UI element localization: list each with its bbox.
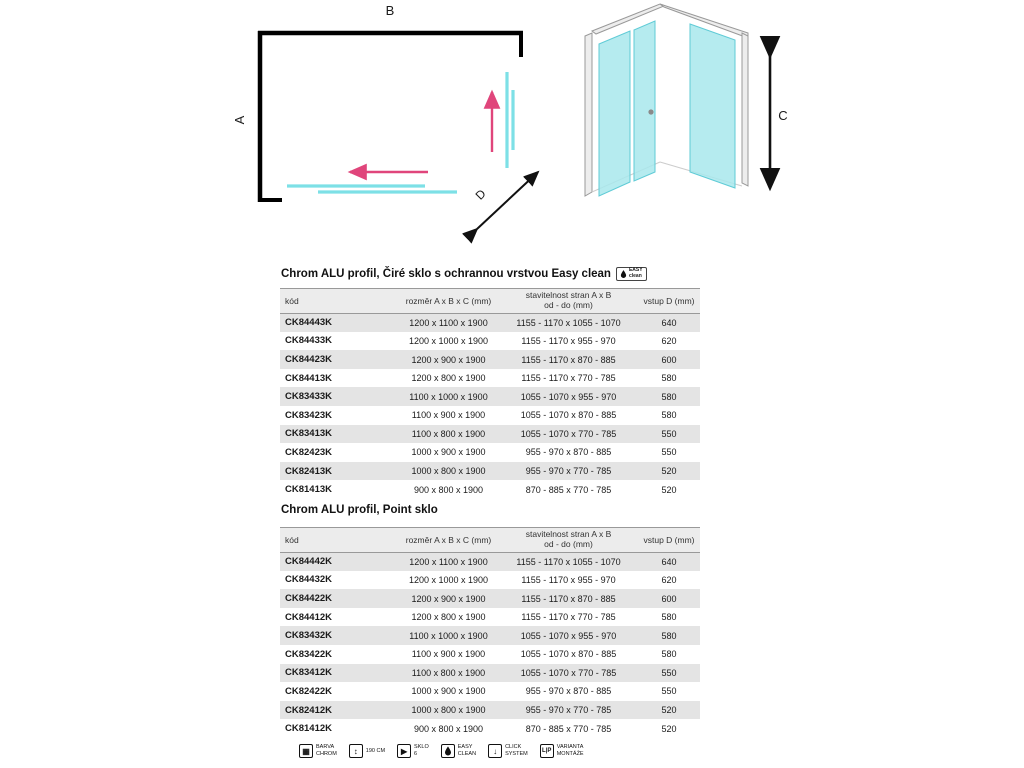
table-row <box>280 682 700 701</box>
cell-kod: CK84433K <box>285 335 332 347</box>
iso-glass-side-panel <box>690 24 735 188</box>
cell-vstup: 580 <box>661 649 677 660</box>
header-rozmer: rozměr A x B x C (mm) <box>398 289 499 314</box>
table-row <box>280 462 700 481</box>
feature-height-190cm <box>349 744 385 758</box>
table-row <box>280 480 700 499</box>
cell-kod: CK84413K <box>285 372 332 384</box>
cell-stavitelnost: 870 - 885 x 770 - 785 <box>525 484 612 495</box>
sklo-6-label: SKLO 6 <box>414 744 429 757</box>
cell-kod: CK84443K <box>285 317 332 329</box>
header-stavitelnost-line1: stavitelnost stran A x B <box>525 529 612 539</box>
cell-kod: CK84412K <box>285 611 332 623</box>
cell-stavitelnost: 1155 - 1170 x 955 - 970 <box>521 574 616 585</box>
table-row <box>280 425 700 444</box>
iso-wall-left <box>585 33 592 196</box>
cell-kod: CK82422K <box>285 685 332 697</box>
cell-stavitelnost: 1155 - 1170 x 870 - 885 <box>521 354 616 365</box>
cell-stavitelnost: 1055 - 1070 x 870 - 885 <box>520 649 617 660</box>
cell-vstup: 520 <box>661 705 677 716</box>
feature-varianta-montaze <box>540 744 584 758</box>
cell-vstup: 620 <box>661 574 677 585</box>
header-stavitelnost <box>499 528 638 553</box>
badge-line-1: EASY <box>628 267 643 274</box>
cell-kod: CK84442K <box>285 556 332 568</box>
cell-rozmer: 1200 x 1000 x 1900 <box>408 574 489 585</box>
cell-stavitelnost: 955 - 970 x 870 - 885 <box>525 686 612 697</box>
cell-rozmer: 900 x 800 x 1900 <box>413 723 484 734</box>
cell-stavitelnost: 1155 - 1170 x 955 - 970 <box>521 335 616 346</box>
cell-stavitelnost: 955 - 970 x 770 - 785 <box>525 705 612 716</box>
header-stavitelnost-line1: stavitelnost stran A x B <box>525 290 612 300</box>
easy-clean-label: EASY CLEAN <box>457 744 477 757</box>
feature-easy-clean <box>441 744 476 758</box>
cell-vstup: 550 <box>661 428 677 439</box>
table-row <box>280 332 700 351</box>
dimension-d-arrow <box>477 172 538 229</box>
cell-kod: CK83413K <box>285 428 332 440</box>
cell-stavitelnost: 1055 - 1070 x 770 - 785 <box>520 428 617 439</box>
drop-icon <box>444 746 452 756</box>
cell-vstup: 520 <box>661 484 677 495</box>
cell-vstup: 580 <box>661 391 677 402</box>
cell-kod: CK84422K <box>285 593 332 605</box>
dimension-label-d: D <box>472 186 489 203</box>
barva-chrom-label: BARVA CHROM <box>316 744 337 757</box>
cell-stavitelnost: 1055 - 1070 x 870 - 885 <box>520 410 617 421</box>
cell-vstup: 580 <box>661 612 677 623</box>
table-row <box>280 571 700 590</box>
feature-sklo-6 <box>397 744 429 758</box>
feature-click-system <box>488 744 528 758</box>
cell-stavitelnost: 955 - 970 x 770 - 785 <box>525 466 612 477</box>
table-row <box>280 443 700 462</box>
cell-kod: CK82413K <box>285 465 332 477</box>
cell-kod: CK81413K <box>285 484 332 496</box>
table-row <box>280 719 700 738</box>
header-kod: kód <box>280 289 398 314</box>
iso-glass-door-2 <box>634 21 655 181</box>
cell-kod: CK82423K <box>285 446 332 458</box>
spec-table-easy-clean <box>280 288 700 499</box>
header-kod: kód <box>280 528 398 553</box>
cell-rozmer: 1000 x 800 x 1900 <box>411 466 486 477</box>
table-row <box>280 406 700 425</box>
cell-rozmer: 1200 x 800 x 1900 <box>411 612 486 623</box>
cell-vstup: 550 <box>661 667 677 678</box>
table-row <box>280 369 700 388</box>
cell-kod: CK84423K <box>285 354 332 366</box>
cell-rozmer: 1000 x 800 x 1900 <box>411 705 486 716</box>
iso-glass-door-1 <box>599 31 630 196</box>
click-system-icon: ↓ <box>488 744 502 758</box>
header-stavitelnost-line2: od - do (mm) <box>544 299 593 310</box>
cell-rozmer: 1200 x 900 x 1900 <box>411 593 486 604</box>
section-title-point <box>281 504 711 516</box>
click-system-label: CLICK SYSTEM <box>505 744 528 757</box>
header-vstup: vstup D (mm) <box>638 289 700 314</box>
cell-rozmer: 1000 x 900 x 1900 <box>411 686 486 697</box>
table-row <box>280 313 700 332</box>
cell-rozmer: 1100 x 800 x 1900 <box>411 667 486 678</box>
cell-rozmer: 1200 x 1100 x 1900 <box>409 556 488 567</box>
cell-stavitelnost: 1055 - 1070 x 770 - 785 <box>520 667 617 678</box>
header-stavitelnost <box>499 289 638 314</box>
cell-stavitelnost: 1155 - 1170 x 770 - 785 <box>521 373 616 384</box>
cell-vstup: 520 <box>661 723 677 734</box>
cell-vstup: 640 <box>661 556 677 567</box>
section-title-easy-clean-text: Chrom ALU profil, Čiré sklo s ochrannou vrstvou Easy clean <box>281 268 611 280</box>
table-row <box>280 664 700 683</box>
top-view-diagram <box>230 0 560 245</box>
cell-vstup: 600 <box>661 593 677 604</box>
cell-rozmer: 1000 x 900 x 1900 <box>411 447 486 458</box>
badge-line-2: clean <box>628 273 642 279</box>
cell-rozmer: 900 x 800 x 1900 <box>413 484 484 495</box>
table-body <box>280 313 700 499</box>
table-body <box>280 552 700 738</box>
cell-kod: CK83432K <box>285 630 332 642</box>
easy-clean-icon <box>441 744 455 758</box>
cell-vstup: 580 <box>661 373 677 384</box>
dimension-label-a: A <box>232 115 247 125</box>
cell-rozmer: 1100 x 1000 x 1900 <box>409 630 488 641</box>
height-190cm-label: 190 CM <box>365 747 386 754</box>
cell-rozmer: 1100 x 800 x 1900 <box>411 428 486 439</box>
drop-icon <box>620 269 627 279</box>
cell-vstup: 640 <box>661 317 677 328</box>
cell-kod: CK84432K <box>285 574 332 586</box>
cell-stavitelnost: 955 - 970 x 870 - 885 <box>525 447 612 458</box>
cell-stavitelnost: 870 - 885 x 770 - 785 <box>525 723 612 734</box>
cell-stavitelnost: 1055 - 1070 x 955 - 970 <box>520 630 617 641</box>
isometric-diagram <box>575 0 805 210</box>
header-rozmer: rozměr A x B x C (mm) <box>398 528 499 553</box>
cell-rozmer: 1100 x 900 x 1900 <box>411 410 486 421</box>
cell-vstup: 520 <box>661 466 677 477</box>
table-row <box>280 608 700 627</box>
cell-rozmer: 1100 x 900 x 1900 <box>411 649 486 660</box>
table-row <box>280 552 700 571</box>
cell-rozmer: 1200 x 1000 x 1900 <box>408 335 489 346</box>
table-row <box>280 645 700 664</box>
sklo-6-icon: ▶ <box>397 744 411 758</box>
cell-rozmer: 1200 x 900 x 1900 <box>411 354 486 365</box>
easy-clean-badge-text <box>629 268 643 280</box>
cell-vstup: 550 <box>661 686 677 697</box>
cell-vstup: 600 <box>661 354 677 365</box>
table-row <box>280 626 700 645</box>
cell-kod: CK83423K <box>285 409 332 421</box>
cell-vstup: 580 <box>661 630 677 641</box>
table-row <box>280 387 700 406</box>
section-title-point-text: Chrom ALU profil, Point sklo <box>281 504 438 516</box>
feature-barva-chrom <box>299 744 337 758</box>
cell-kod: CK82412K <box>285 704 332 716</box>
cell-rozmer: 1100 x 1000 x 1900 <box>409 391 488 402</box>
cell-stavitelnost: 1155 - 1170 x 1055 - 1070 <box>516 556 621 567</box>
cell-stavitelnost: 1155 - 1170 x 770 - 785 <box>521 612 616 623</box>
iso-wall-right <box>742 33 748 186</box>
cell-vstup: 550 <box>661 447 677 458</box>
dimension-label-b: B <box>385 3 395 18</box>
header-vstup: vstup D (mm) <box>638 528 700 553</box>
height-190cm-icon: ↕ <box>349 744 363 758</box>
varianta-montaze-icon: L|P <box>540 744 554 758</box>
table-header-row <box>280 528 700 553</box>
header-stavitelnost-line2: od - do (mm) <box>544 538 593 549</box>
feature-icon-strip <box>299 744 584 758</box>
cell-vstup: 580 <box>661 410 677 421</box>
varianta-montaze-label: VARIANTA MONTÁŽE <box>556 744 584 757</box>
table-row <box>280 589 700 608</box>
cell-kod: CK81412K <box>285 723 332 735</box>
cell-stavitelnost: 1155 - 1170 x 1055 - 1070 <box>516 317 621 328</box>
table-row <box>280 350 700 369</box>
cell-kod: CK83433K <box>285 391 332 403</box>
cell-vstup: 620 <box>661 335 677 346</box>
cell-kod: CK83412K <box>285 667 332 679</box>
door-knob <box>648 109 653 114</box>
section-title-easy-clean <box>281 267 711 281</box>
cell-rozmer: 1200 x 800 x 1900 <box>411 373 486 384</box>
barva-chrom-icon: ▦ <box>299 744 313 758</box>
spec-table-point <box>280 527 700 738</box>
table-header-row <box>280 289 700 314</box>
cell-kod: CK83422K <box>285 648 332 660</box>
easy-clean-badge <box>616 267 647 281</box>
cell-stavitelnost: 1155 - 1170 x 870 - 885 <box>521 593 616 604</box>
table-row <box>280 701 700 720</box>
cell-stavitelnost: 1055 - 1070 x 955 - 970 <box>520 391 617 402</box>
cell-rozmer: 1200 x 1100 x 1900 <box>409 317 488 328</box>
dimension-label-c: C <box>778 108 788 123</box>
